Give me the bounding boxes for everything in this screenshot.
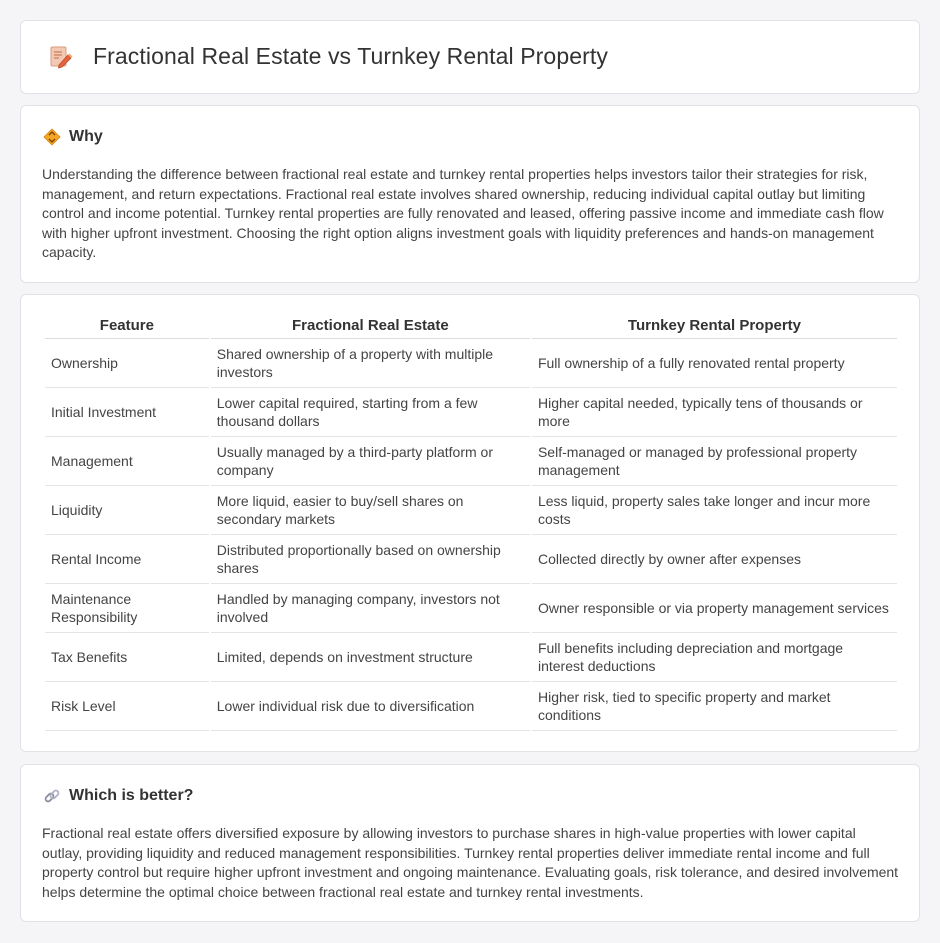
fractional-cell: More liquid, easier to buy/sell shares on secondary markets [211, 486, 530, 535]
column-header: Fractional Real Estate [211, 313, 530, 339]
why-text: Understanding the difference between fractional real estate and turnkey rental properties helps investors tailor their strategies for risk, management, and return expectations. Fractional real estate involves shared ownership, reducing individual capital outlay but limiting control and income potential. Turnkey rental properties are fully renovated and leased, offering passive income and immediate cash flow with higher upfront investment. Choosing the right option aligns investment goals with liquidity preferences and hands-on management capacity. [42, 166, 884, 260]
turnkey-cell: Owner responsible or via property management services [532, 584, 897, 633]
table-row [45, 486, 897, 535]
diamond-arrows-icon [43, 128, 61, 146]
feature-cell: Risk Level [45, 682, 209, 731]
turnkey-cell: Collected directly by owner after expenses [532, 535, 897, 584]
better-heading-row [43, 787, 193, 805]
why-section [20, 105, 920, 283]
feature-cell: Ownership [45, 339, 209, 388]
feature-cell: Initial Investment [45, 388, 209, 437]
page-title: Fractional Real Estate vs Turnkey Rental Property [93, 43, 608, 69]
fractional-cell: Lower individual risk due to diversification [211, 682, 530, 731]
feature-cell: Tax Benefits [45, 633, 209, 682]
comparison-card [20, 294, 920, 752]
feature-cell: Rental Income [45, 535, 209, 584]
why-heading: Why [69, 128, 103, 145]
document-pen-icon [47, 44, 73, 70]
table-row [45, 437, 897, 486]
fractional-cell: Usually managed by a third-party platform or company [211, 437, 530, 486]
feature-cell: Management [45, 437, 209, 486]
column-header: Feature [45, 313, 209, 339]
better-heading: Which is better? [69, 787, 194, 804]
feature-cell: Liquidity [45, 486, 209, 535]
fractional-cell: Lower capital required, starting from a few thousand dollars [211, 388, 530, 437]
fractional-cell: Distributed proportionally based on ownership shares [211, 535, 530, 584]
link-icon [43, 787, 61, 805]
table-row [45, 682, 897, 731]
turnkey-cell: Less liquid, property sales take longer and incur more costs [532, 486, 897, 535]
comparison-table [43, 313, 899, 731]
which-is-better-section [20, 764, 920, 922]
turnkey-cell: Higher risk, tied to specific property and market conditions [532, 682, 897, 731]
why-heading-row [43, 128, 103, 146]
better-text: Fractional real estate offers diversified exposure by allowing investors to purchase shares in high-value properties with lower capital outlay, providing liquidity and reduced management responsibilities. Turnkey rental properties deliver immediate rental income and full property control but require higher upfront investment and ongoing maintenance. Evaluating goals, risk tolerance, and desired involvement helps determine the optimal choice between fractional real estate and turnkey rental investments. [42, 825, 899, 900]
column-header: Turnkey Rental Property [532, 313, 897, 339]
table-row [45, 584, 897, 633]
turnkey-cell: Full ownership of a fully renovated rental property [532, 339, 897, 388]
turnkey-cell: Self-managed or managed by professional property management [532, 437, 897, 486]
table-row [45, 339, 897, 388]
table-row [45, 633, 897, 682]
feature-cell: Maintenance Responsibility [45, 584, 209, 633]
turnkey-cell: Higher capital needed, typically tens of thousands or more [532, 388, 897, 437]
fractional-cell: Limited, depends on investment structure [211, 633, 530, 682]
fractional-cell: Shared ownership of a property with multiple investors [211, 339, 530, 388]
fractional-cell: Handled by managing company, investors not involved [211, 584, 530, 633]
table-row [45, 388, 897, 437]
table-header-row [45, 313, 897, 339]
table-row [45, 535, 897, 584]
title-card [20, 20, 920, 94]
title-row [47, 43, 608, 70]
turnkey-cell: Full benefits including depreciation and mortgage interest deductions [532, 633, 897, 682]
